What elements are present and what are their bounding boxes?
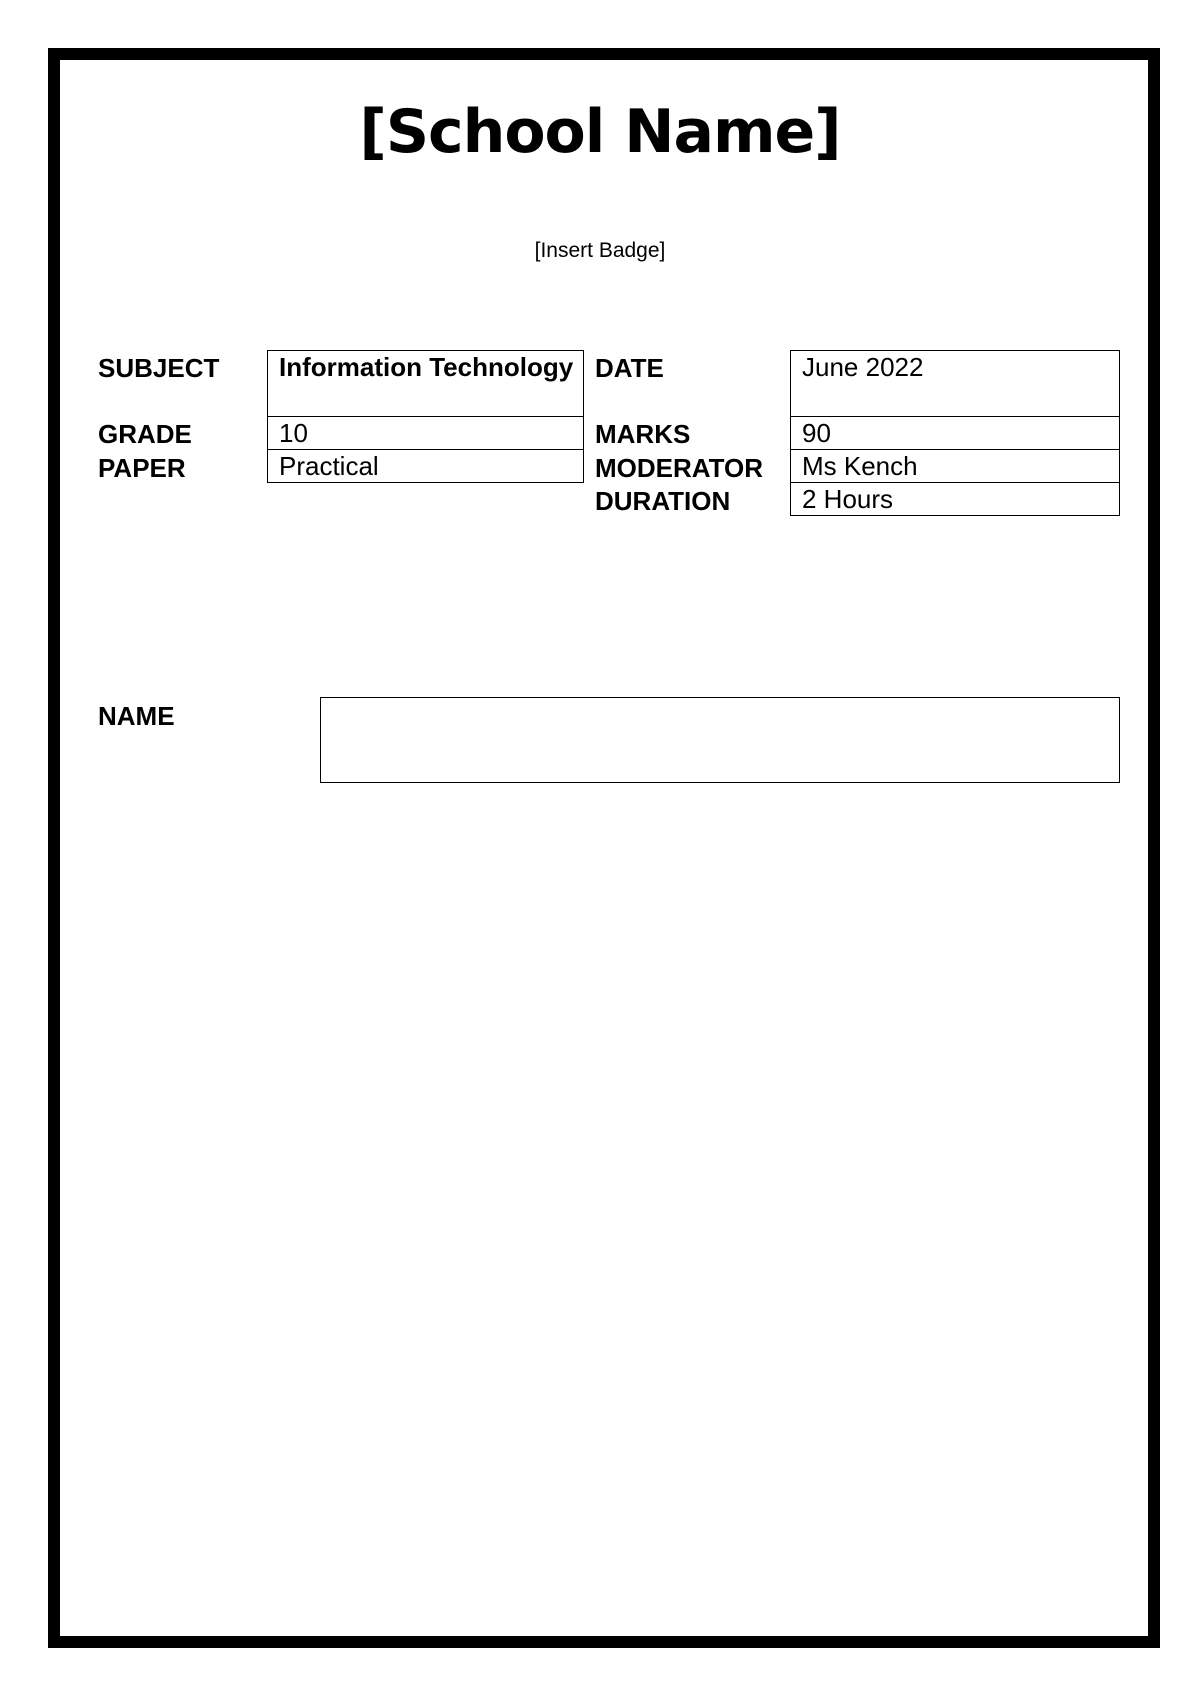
duration-label: DURATION [595, 486, 731, 516]
grade-label: GRADE [98, 419, 192, 449]
duration-field[interactable]: 2 Hours [790, 482, 1120, 516]
paper-field[interactable]: Practical [267, 449, 584, 483]
moderator-field[interactable]: Ms Kench [790, 449, 1120, 483]
marks-field[interactable]: 90 [790, 416, 1120, 450]
name-label: NAME [98, 701, 175, 731]
page-border [48, 48, 1160, 1648]
badge-placeholder: [Insert Badge] [534, 239, 666, 262]
grade-field[interactable]: 10 [267, 416, 584, 450]
moderator-label: MODERATOR [595, 453, 764, 483]
school-name-title: [School Name] [359, 97, 841, 167]
subject-field[interactable]: Information Technology [267, 350, 584, 417]
paper-label: PAPER [98, 453, 186, 483]
name-field[interactable] [320, 697, 1120, 783]
date-field[interactable]: June 2022 [790, 350, 1120, 417]
marks-label: MARKS [595, 419, 691, 449]
subject-label: SUBJECT [98, 353, 220, 383]
date-label: DATE [595, 353, 664, 383]
